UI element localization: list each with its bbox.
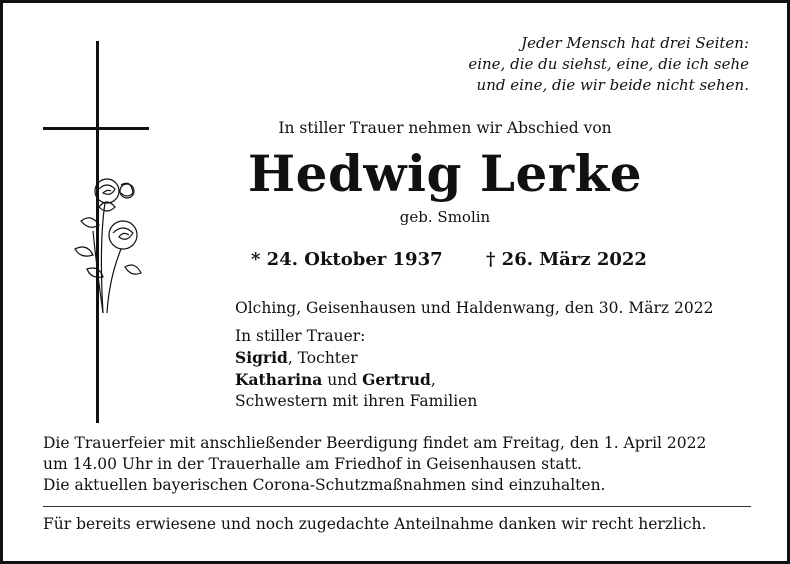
quote-line: eine, die du siehst, eine, die ich sehe <box>468 55 749 73</box>
mourner-relation: , Tochter <box>287 349 358 367</box>
mourner-line: Schwestern mit ihren Familien <box>235 392 478 410</box>
intro-text: In stiller Trauer nehmen wir Abschied von <box>278 119 612 137</box>
mourner-name: Sigrid <box>235 348 288 367</box>
mourner-relation: , <box>430 371 436 389</box>
funeral-line: um 14.00 Uhr in der Trauerhalle am Friedhof in Geisenhausen statt. <box>43 455 582 473</box>
quote-line: und eine, die wir beide nicht sehen. <box>476 76 749 94</box>
mourner-line <box>235 347 477 369</box>
mourner-line <box>235 369 477 391</box>
mourner-conjunction: und <box>322 371 363 389</box>
funeral-line: Die aktuellen bayerischen Corona-Schutzmaßnahmen sind einzuhalten. <box>43 476 606 494</box>
mourners-heading: In stiller Trauer: <box>235 327 366 345</box>
divider <box>43 506 751 507</box>
death-date: † 26. März 2022 <box>486 249 647 270</box>
funeral-info <box>43 433 706 496</box>
birth-date: * 24. Oktober 1937 <box>251 249 443 270</box>
place-date: Olching, Geisenhausen und Haldenwang, den 30. März 2022 <box>235 299 714 317</box>
quote-line: Jeder Mensch hat drei Seiten: <box>521 34 749 52</box>
funeral-line: Die Trauerfeier mit anschließender Beerdigung findet am Freitag, den 1. April 2022 <box>43 434 707 452</box>
deceased-name: Hedwig Lerke <box>247 144 643 203</box>
maiden-name: geb. Smolin <box>399 208 491 226</box>
mourner-name: Katharina <box>235 370 323 389</box>
mourners <box>235 326 477 412</box>
quote <box>468 33 749 96</box>
thanks-text: Für bereits erwiesene und noch zugedachte Anteilnahme danken wir recht herzlich. <box>43 515 707 533</box>
mourner-name: Gertrud <box>362 370 431 389</box>
